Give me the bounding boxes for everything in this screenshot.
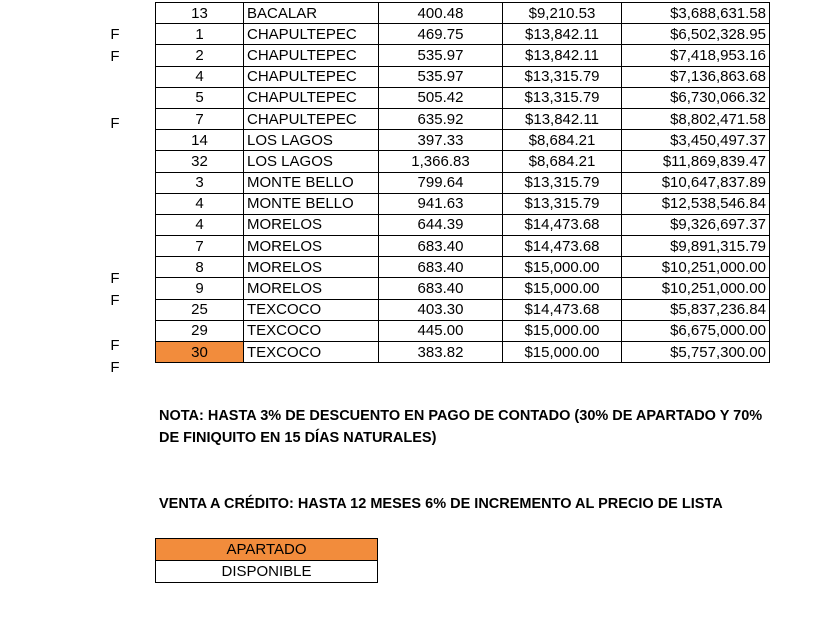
lot-price-table — [155, 2, 770, 363]
lot-number-cell: 30 — [156, 342, 244, 363]
area-cell: 683.40 — [379, 278, 503, 299]
row-flag — [100, 224, 130, 246]
development-cell: TEXCOCO — [244, 342, 379, 363]
legend-disponible: DISPONIBLE — [156, 561, 378, 583]
development-cell: LOS LAGOS — [244, 130, 379, 151]
lot-number-cell: 14 — [156, 130, 244, 151]
total-price-cell: $6,730,066.32 — [622, 87, 770, 108]
area-cell: 644.39 — [379, 214, 503, 235]
development-cell: CHAPULTEPEC — [244, 87, 379, 108]
development-cell: CHAPULTEPEC — [244, 66, 379, 87]
table-row — [156, 299, 770, 320]
status-legend — [155, 538, 378, 583]
row-flag — [100, 91, 130, 113]
area-cell: 400.48 — [379, 3, 503, 24]
lot-number-cell: 8 — [156, 257, 244, 278]
table-row — [156, 3, 770, 24]
row-flag — [100, 313, 130, 335]
lot-number-cell: 5 — [156, 87, 244, 108]
lot-number-cell: 7 — [156, 236, 244, 257]
row-flag: F — [110, 48, 120, 66]
total-price-cell: $9,326,697.37 — [622, 214, 770, 235]
price-per-m2-cell: $14,473.68 — [503, 236, 622, 257]
price-per-m2-cell: $15,000.00 — [503, 257, 622, 278]
lot-number-cell: 2 — [156, 45, 244, 66]
total-price-cell: $8,802,471.58 — [622, 108, 770, 129]
table-row — [156, 320, 770, 341]
total-price-cell: $3,688,631.58 — [622, 3, 770, 24]
row-flag: F — [110, 26, 120, 44]
table-row — [156, 130, 770, 151]
lot-number-cell: 4 — [156, 66, 244, 87]
lot-number-cell: 1 — [156, 24, 244, 45]
development-cell: MORELOS — [244, 257, 379, 278]
table-row — [156, 257, 770, 278]
area-cell: 383.82 — [379, 342, 503, 363]
lot-number-cell: 4 — [156, 214, 244, 235]
area-cell: 635.92 — [379, 108, 503, 129]
lot-price-table-body — [156, 3, 770, 363]
lot-number-cell: 4 — [156, 193, 244, 214]
total-price-cell: $3,450,497.37 — [622, 130, 770, 151]
price-per-m2-cell: $13,315.79 — [503, 172, 622, 193]
price-per-m2-cell: $13,315.79 — [503, 87, 622, 108]
total-price-cell: $7,136,863.68 — [622, 66, 770, 87]
development-cell: LOS LAGOS — [244, 151, 379, 172]
table-row — [156, 87, 770, 108]
flag-column — [100, 2, 130, 379]
total-price-cell: $10,647,837.89 — [622, 172, 770, 193]
legend-apartado: APARTADO — [156, 539, 378, 561]
development-cell: TEXCOCO — [244, 320, 379, 341]
area-cell: 1,366.83 — [379, 151, 503, 172]
price-per-m2-cell: $13,315.79 — [503, 66, 622, 87]
price-per-m2-cell: $15,000.00 — [503, 278, 622, 299]
row-flag — [100, 157, 130, 179]
development-cell: BACALAR — [244, 3, 379, 24]
development-cell: MORELOS — [244, 278, 379, 299]
area-cell: 403.30 — [379, 299, 503, 320]
area-cell: 469.75 — [379, 24, 503, 45]
price-per-m2-cell: $13,842.11 — [503, 24, 622, 45]
area-cell: 397.33 — [379, 130, 503, 151]
price-per-m2-cell: $9,210.53 — [503, 3, 622, 24]
area-cell: 683.40 — [379, 236, 503, 257]
area-cell: 683.40 — [379, 257, 503, 278]
area-cell: 505.42 — [379, 87, 503, 108]
row-flag — [100, 69, 130, 91]
table-row — [156, 151, 770, 172]
development-cell: MORELOS — [244, 214, 379, 235]
price-per-m2-cell: $14,473.68 — [503, 214, 622, 235]
table-row — [156, 108, 770, 129]
development-cell: CHAPULTEPEC — [244, 45, 379, 66]
row-flag — [100, 135, 130, 157]
price-per-m2-cell: $13,842.11 — [503, 45, 622, 66]
discount-note: NOTA: HASTA 3% DE DESCUENTO EN PAGO DE CONTADO (30% DE APARTADO Y 70% DE FINIQUITO EN 15 DÍAS NATURALES) — [159, 408, 763, 446]
total-price-cell: $10,251,000.00 — [622, 257, 770, 278]
row-flag: F — [110, 292, 120, 310]
row-flag — [100, 2, 130, 24]
row-flag: F — [110, 270, 120, 288]
development-cell: MONTE BELLO — [244, 172, 379, 193]
price-per-m2-cell: $13,315.79 — [503, 193, 622, 214]
row-flag — [100, 180, 130, 202]
price-per-m2-cell: $13,842.11 — [503, 108, 622, 129]
total-price-cell: $6,502,328.95 — [622, 24, 770, 45]
area-cell: 445.00 — [379, 320, 503, 341]
area-cell: 799.64 — [379, 172, 503, 193]
development-cell: CHAPULTEPEC — [244, 24, 379, 45]
total-price-cell: $9,891,315.79 — [622, 236, 770, 257]
table-row — [156, 342, 770, 363]
table-row — [156, 24, 770, 45]
development-cell: MORELOS — [244, 236, 379, 257]
lot-number-cell: 3 — [156, 172, 244, 193]
development-cell: CHAPULTEPEC — [244, 108, 379, 129]
development-cell: TEXCOCO — [244, 299, 379, 320]
lot-number-cell: 29 — [156, 320, 244, 341]
price-per-m2-cell: $8,684.21 — [503, 151, 622, 172]
table-row — [156, 236, 770, 257]
row-flag: F — [110, 359, 120, 376]
area-cell: 535.97 — [379, 45, 503, 66]
area-cell: 941.63 — [379, 193, 503, 214]
total-price-cell: $6,675,000.00 — [622, 320, 770, 341]
lot-number-cell: 7 — [156, 108, 244, 129]
table-row — [156, 214, 770, 235]
price-per-m2-cell: $8,684.21 — [503, 130, 622, 151]
credit-note: VENTA A CRÉDITO: HASTA 12 MESES 6% DE INCREMENTO AL PRECIO DE LISTA — [159, 496, 723, 512]
total-price-cell: $11,869,839.47 — [622, 151, 770, 172]
total-price-cell: $7,418,953.16 — [622, 45, 770, 66]
row-flag — [100, 246, 130, 268]
development-cell: MONTE BELLO — [244, 193, 379, 214]
lot-number-cell: 25 — [156, 299, 244, 320]
row-flag: F — [110, 336, 120, 354]
area-cell: 535.97 — [379, 66, 503, 87]
row-flag: F — [110, 114, 120, 132]
total-price-cell: $5,757,300.00 — [622, 342, 770, 363]
lot-number-cell: 32 — [156, 151, 244, 172]
table-row — [156, 45, 770, 66]
total-price-cell: $5,837,236.84 — [622, 299, 770, 320]
lot-number-cell: 9 — [156, 278, 244, 299]
price-per-m2-cell: $15,000.00 — [503, 342, 622, 363]
table-row — [156, 172, 770, 193]
table-row — [156, 66, 770, 87]
row-flag — [100, 202, 130, 224]
price-per-m2-cell: $14,473.68 — [503, 299, 622, 320]
lot-number-cell: 13 — [156, 3, 244, 24]
total-price-cell: $12,538,546.84 — [622, 193, 770, 214]
total-price-cell: $10,251,000.00 — [622, 278, 770, 299]
table-row — [156, 193, 770, 214]
table-row — [156, 278, 770, 299]
price-per-m2-cell: $15,000.00 — [503, 320, 622, 341]
